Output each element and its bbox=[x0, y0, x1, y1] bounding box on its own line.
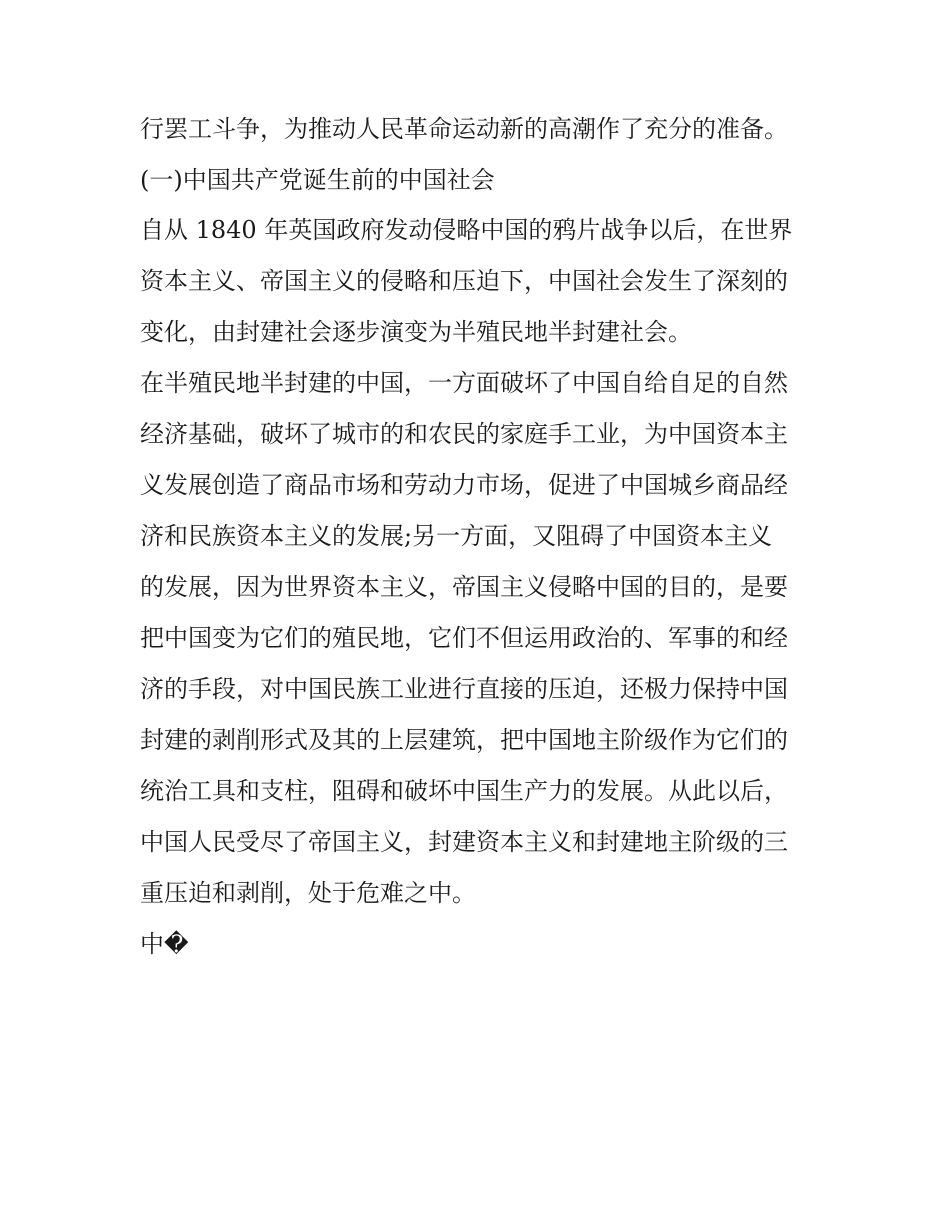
paragraph-line: 义发展创造了商品市场和劳动力市场，促进了中国城乡商品经 bbox=[140, 471, 788, 499]
paragraph-line: 变化，由封建社会逐步演变为半殖民地半封建社会。 bbox=[140, 318, 692, 346]
paragraph-line: 行罢工斗争，为推动人民革命运动新的高潮作了充分的准备。 bbox=[140, 115, 788, 143]
paragraph-line: 经济基础，破坏了城市的和农民的家庭手工业，为中国资本主 bbox=[140, 420, 788, 448]
paragraph-line: 中国人民受尽了帝国主义，封建资本主义和封建地主阶级的三 bbox=[140, 828, 788, 856]
paragraph-line: 济和民族资本主义的发展;另一方面，又阻碍了中国资本主义 bbox=[140, 522, 773, 550]
paragraph-line: 在半殖民地半封建的中国，一方面破坏了中国自给自足的自然 bbox=[140, 369, 788, 397]
paragraph-line: 资本主义、帝国主义的侵略和压迫下，中国社会发生了深刻的 bbox=[140, 267, 788, 295]
paragraph-line: 封建的剥削形式及其的上层建筑，把中国地主阶级作为它们的 bbox=[140, 726, 788, 754]
paragraph-line: 自从 1840 年英国政府发动侵略中国的鸦片战争以后，在世界 bbox=[140, 216, 793, 244]
paragraph-line: 的发展，因为世界资本主义，帝国主义侵略中国的目的，是要 bbox=[140, 573, 788, 601]
spacer bbox=[140, 970, 815, 977]
paragraph-line: 把中国变为它们的殖民地，它们不但运用政治的、军事的和经 bbox=[140, 624, 788, 652]
paragraph-line: 统治工具和支柱，阻碍和破坏中国生产力的发展。从此以后， bbox=[140, 777, 788, 805]
document-body bbox=[140, 104, 815, 977]
section-heading: (一)中国共产党诞生前的中国社会 bbox=[140, 166, 495, 194]
paragraph-line: 济的手段，对中国民族工业进行直接的压迫，还极力保持中国 bbox=[140, 675, 788, 703]
paragraph-line: 中� bbox=[140, 930, 189, 958]
paragraph-line: 重压迫和剥削，处于危难之中。 bbox=[140, 879, 476, 907]
